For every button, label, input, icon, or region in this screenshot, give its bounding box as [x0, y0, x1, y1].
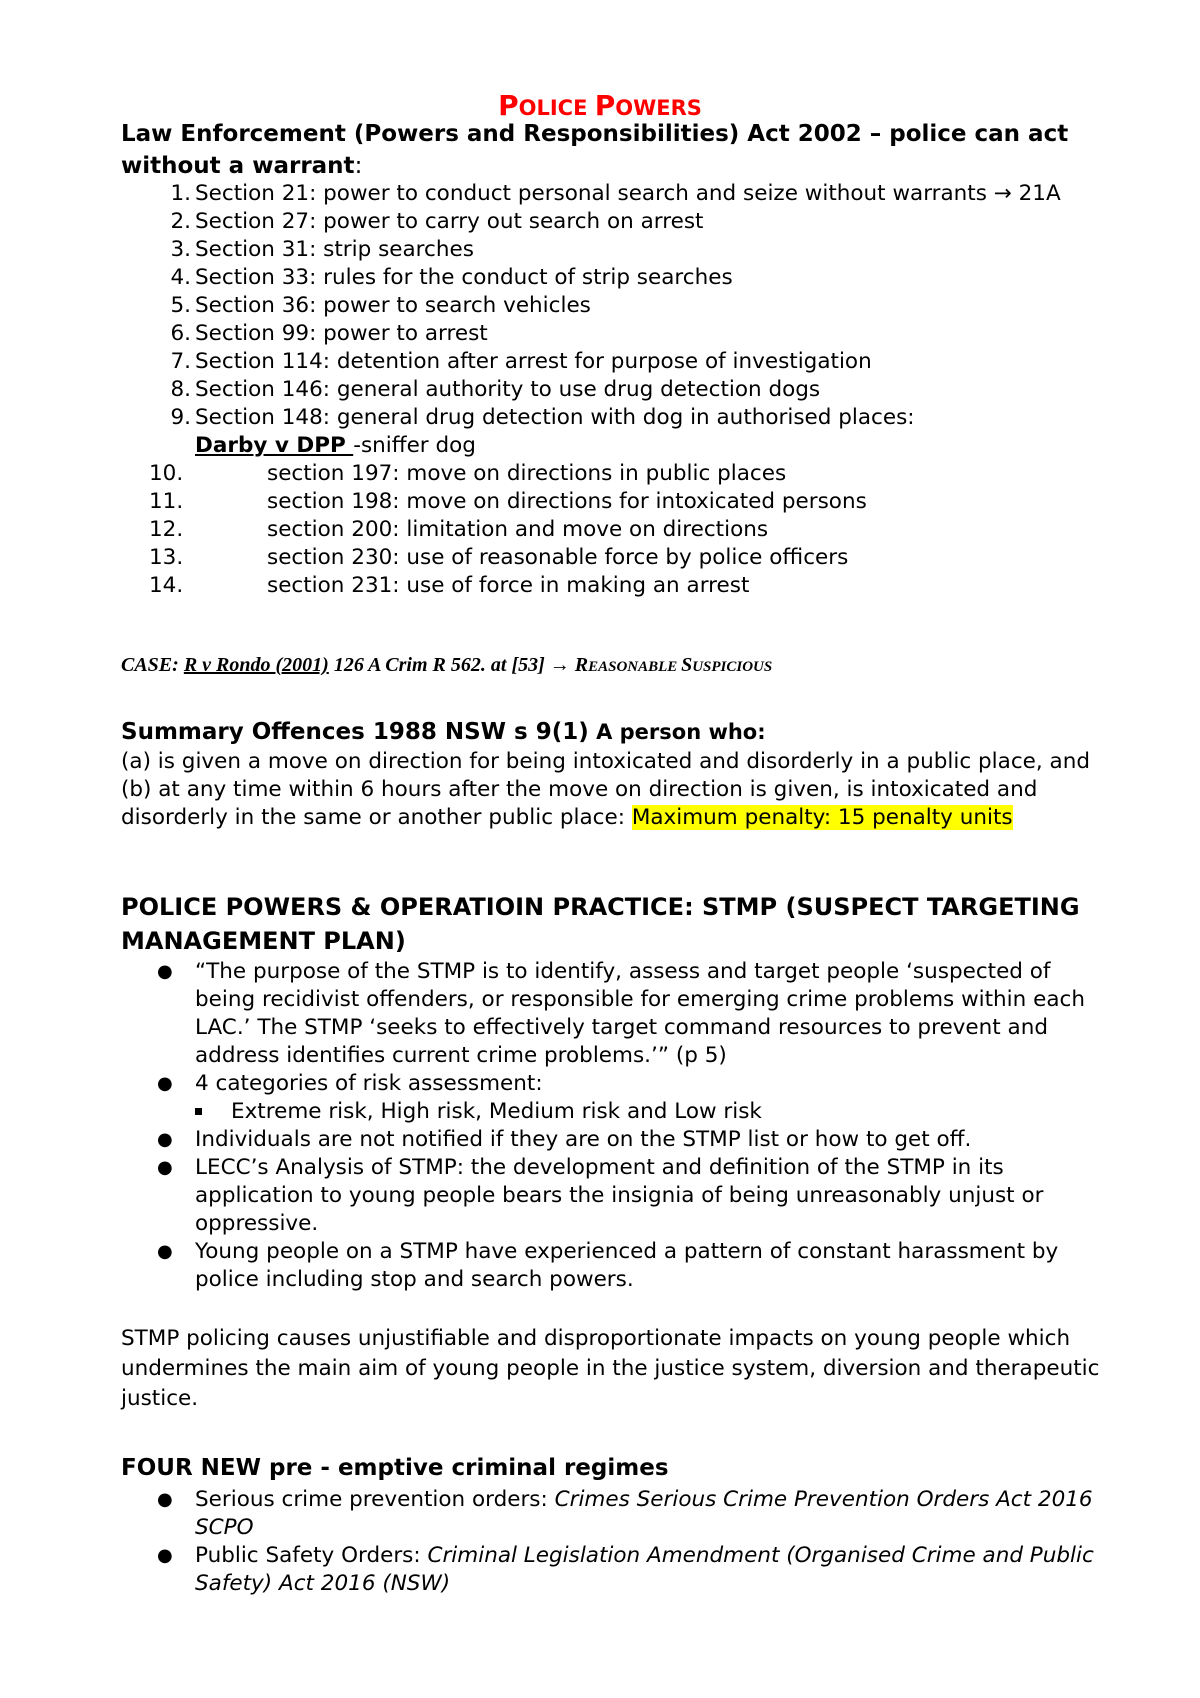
title-initial-p2: P	[594, 89, 616, 122]
list-item: 12. section 200: limitation and move on directions	[149, 517, 769, 542]
list-item: 10. section 197: move on directions in public places	[149, 461, 787, 486]
bullet-icon: ●	[157, 1157, 173, 1178]
bullet-icon: ●	[157, 1129, 173, 1150]
list-item: 2. Section 27: power to carry out search on arrest	[170, 209, 704, 234]
lepra-section-list	[121, 180, 1101, 600]
bullet-icon: ●	[157, 1241, 173, 1262]
sub-list-item: Extreme risk, High risk, Medium risk and Low risk	[121, 1098, 1101, 1126]
list-item: 7. Section 114: detention after arrest for purpose of investigation	[170, 349, 872, 374]
lepra-heading-colon: :	[354, 153, 363, 179]
list-item: ● Serious crime prevention orders: Crimes Serious Crime Prevention Orders Act 2016 SCPO	[157, 1487, 1093, 1540]
list-item: ● Young people on a STMP have experienced a pattern of constant harassment by police including stop and search powers.	[157, 1239, 1059, 1292]
bullet-icon: ●	[157, 1073, 173, 1094]
title-initial-p: P	[498, 89, 519, 122]
list-item: 5. Section 36: power to search vehicles	[170, 293, 591, 318]
summary-offences-body: (a) is given a move on direction for being intoxicated and disorderly in a public place, and (b) at any time within 6 hours after the move on direction is given, is intoxicated and disorderly in the same or another public place: Maximum penalty: 15 penalty units	[121, 749, 1090, 830]
list-item: 3. Section 31: strip searches	[170, 237, 474, 262]
lepra-heading-text: Law Enforcement (Powers and Responsibilities) Act 2002 – police can act without a warrant	[121, 121, 1069, 179]
bullet-icon: ●	[157, 961, 173, 982]
list-item: 1. Section 21: power to conduct personal search and seize without warrants → 21A	[170, 181, 1061, 206]
stmp-bullet-list	[121, 958, 1101, 1294]
title-olice: OLICE	[518, 96, 595, 120]
list-item: 11. section 198: move on directions for intoxicated persons	[149, 489, 867, 514]
list-item: ● “The purpose of the STMP is to identify, assess and target people ‘suspected of being recidivist offenders, or responsible for emerging crime problems within each LAC.’ The STMP ‘seeks to effectively target command resources to prevent and address identifies current crime problems.’” (p 5)	[157, 959, 1085, 1068]
list-item: 14. section 231: use of force in making an arrest	[149, 573, 750, 598]
bullet-icon: ●	[157, 1489, 173, 1510]
stmp-closing-paragraph: STMP policing causes unjustifiable and disproportionate impacts on young people which undermines the main aim of young people in the justice system, diversion and therapeutic justice.	[121, 1326, 1100, 1411]
list-item: ● Individuals are not notified if they are on the STMP list or how to get off.	[157, 1127, 972, 1152]
list-item: 6. Section 99: power to arrest	[170, 321, 488, 346]
list-item: 4. Section 33: rules for the conduct of strip searches	[170, 265, 733, 290]
list-item: ● LECC’s Analysis of STMP: the development and definition of the STMP in its application to young people bears the insignia of being unreasonably unjust or oppressive.	[157, 1155, 1044, 1236]
darby-case-name: Darby v DPP	[195, 433, 354, 458]
list-item: ● 4 categories of risk assessment:	[157, 1071, 543, 1096]
bullet-icon: ●	[157, 1545, 173, 1566]
list-item: 9. Section 148: general drug detection with dog in authorised places: Darby v DPP -sniffer dog	[170, 405, 915, 458]
penalty-highlight: Maximum penalty: 15 penalty units	[631, 805, 1013, 830]
stmp-heading: POLICE POWERS & OPERATIOIN PRACTICE: STMP (SUSPECT TARGETING MANAGEMENT PLAN)	[121, 893, 1080, 955]
list-item: 13. section 230: use of reasonable force by police officers	[149, 545, 849, 570]
regimes-heading: FOUR NEW pre - emptive criminal regimes	[121, 1455, 669, 1481]
case-name: R v Rondo (2001)	[183, 654, 329, 676]
summary-offences-heading: Summary Offences 1988 NSW s 9(1) A person who:	[121, 719, 766, 745]
square-bullet-icon	[195, 1108, 202, 1115]
list-item: 8. Section 146: general authority to use drug detection dogs	[170, 377, 821, 402]
title-owers: OWERS	[615, 96, 702, 120]
list-item: ● Public Safety Orders: Criminal Legislation Amendment (Organised Crime and Public Safety) Act 2016 (NSW)	[157, 1543, 1094, 1596]
case-citation: CASE: R v Rondo (2001) 126 A Crim R 562. at [53] → REASONABLE SUSPICIOUS	[121, 654, 773, 676]
regimes-bullet-list	[121, 1486, 1101, 1598]
darby-case-note: -sniffer dog	[353, 433, 476, 458]
lepra-heading	[121, 118, 1101, 182]
